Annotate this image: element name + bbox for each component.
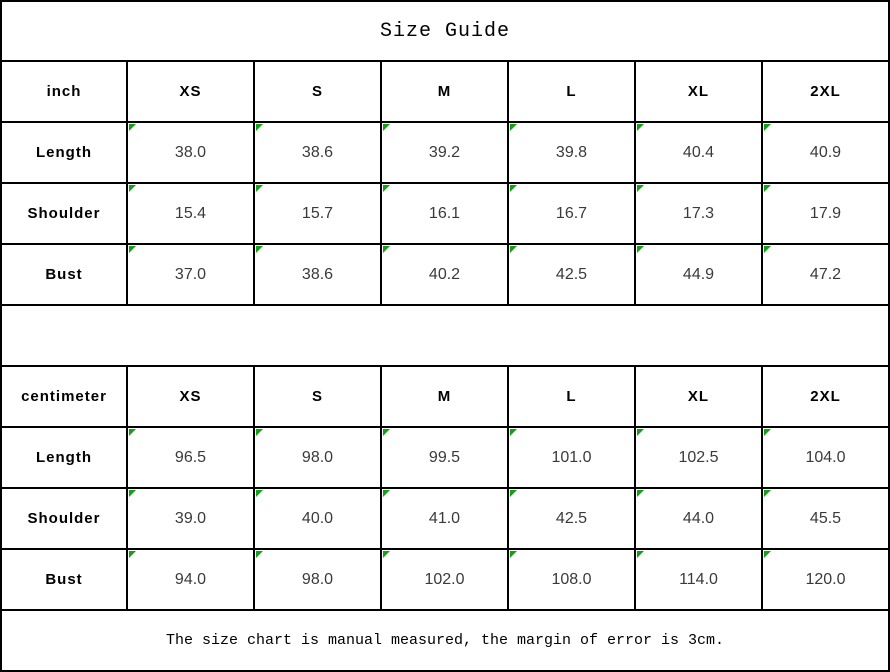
stored-as-text-triangle-icon [510,490,517,497]
size-value: 114.0 [679,570,718,588]
row-label-shoulder: Shoulder [1,183,127,244]
stored-as-text-triangle-icon [510,551,517,558]
size-value-cell [762,427,889,488]
stored-as-text-triangle-icon [637,185,644,192]
footer-note: The size chart is manual measured, the margin of error is 3cm. [1,610,889,671]
size-value: 44.9 [682,265,715,283]
size-col-header-xl: XL [635,366,762,427]
stored-as-text-triangle-icon [637,551,644,558]
unit-header-centimeter: centimeter [1,366,127,427]
size-value: 96.5 [174,448,207,466]
size-value-cell [254,488,381,549]
size-value-cell [508,549,635,610]
stored-as-text-triangle-icon [256,429,263,436]
size-value-cell [508,488,635,549]
size-value: 39.8 [555,143,588,161]
size-value-cell [254,122,381,183]
size-value: 40.9 [809,143,842,161]
unit-header-inch: inch [1,61,127,122]
size-value: 94.0 [174,570,207,588]
size-col-header-s: S [254,366,381,427]
size-value-cell [762,549,889,610]
footer-row [1,610,889,671]
size-value-cell [508,244,635,305]
size-col-header-2xl: 2XL [762,61,889,122]
size-col-header-xs: XS [127,366,254,427]
stored-as-text-triangle-icon [764,551,771,558]
inch-shoulder-row [1,183,889,244]
stored-as-text-triangle-icon [764,490,771,497]
size-value-cell [381,549,508,610]
size-value: 98.0 [301,448,334,466]
size-col-header-m: M [381,61,508,122]
stored-as-text-triangle-icon [637,490,644,497]
size-value-cell [635,244,762,305]
size-value-cell [381,122,508,183]
size-value-cell [254,427,381,488]
size-value-cell [762,488,889,549]
stored-as-text-triangle-icon [510,124,517,131]
spacer-row [1,305,889,366]
size-value: 16.1 [428,204,461,222]
stored-as-text-triangle-icon [637,124,644,131]
size-value-cell [762,183,889,244]
stored-as-text-triangle-icon [510,185,517,192]
title-row [1,1,889,61]
size-value: 15.7 [301,204,334,222]
size-value-cell [762,122,889,183]
size-value-cell [254,244,381,305]
cm-bust-row [1,549,889,610]
row-label-length: Length [1,122,127,183]
size-value: 47.2 [809,265,842,283]
stored-as-text-triangle-icon [256,551,263,558]
size-value-cell [635,488,762,549]
size-value: 39.0 [174,509,207,527]
size-value-cell [127,183,254,244]
size-value: 41.0 [428,509,461,527]
size-value-cell [635,549,762,610]
size-value: 40.2 [428,265,461,283]
size-value: 38.6 [301,143,334,161]
inch-header-row [1,61,889,122]
size-value: 42.5 [555,265,588,283]
size-value: 98.0 [301,570,334,588]
size-value-cell [254,183,381,244]
stored-as-text-triangle-icon [256,124,263,131]
size-value-cell [381,183,508,244]
size-value: 45.5 [809,509,842,527]
stored-as-text-triangle-icon [510,246,517,253]
size-value-cell [127,488,254,549]
inch-length-row [1,122,889,183]
size-col-header-2xl: 2XL [762,366,889,427]
size-value-cell [127,244,254,305]
size-value: 101.0 [551,448,592,466]
size-value: 104.0 [805,448,846,466]
size-value: 38.0 [174,143,207,161]
stored-as-text-triangle-icon [383,551,390,558]
size-value: 102.5 [678,448,719,466]
size-value: 99.5 [428,448,461,466]
stored-as-text-triangle-icon [637,246,644,253]
size-value-cell [381,427,508,488]
stored-as-text-triangle-icon [129,490,136,497]
stored-as-text-triangle-icon [383,490,390,497]
row-label-length: Length [1,427,127,488]
size-value-cell [762,244,889,305]
stored-as-text-triangle-icon [510,429,517,436]
size-value-cell [381,488,508,549]
size-value: 42.5 [555,509,588,527]
stored-as-text-triangle-icon [129,429,136,436]
size-value-cell [635,427,762,488]
stored-as-text-triangle-icon [256,246,263,253]
size-value-cell [127,427,254,488]
size-col-header-m: M [381,366,508,427]
stored-as-text-triangle-icon [637,429,644,436]
size-value: 17.9 [809,204,842,222]
stored-as-text-triangle-icon [383,124,390,131]
inch-bust-row [1,244,889,305]
stored-as-text-triangle-icon [256,490,263,497]
size-value: 37.0 [174,265,207,283]
stored-as-text-triangle-icon [383,246,390,253]
size-col-header-xs: XS [127,61,254,122]
cm-header-row [1,366,889,427]
stored-as-text-triangle-icon [764,124,771,131]
stored-as-text-triangle-icon [129,246,136,253]
size-col-header-xl: XL [635,61,762,122]
stored-as-text-triangle-icon [764,185,771,192]
stored-as-text-triangle-icon [383,429,390,436]
size-col-header-l: L [508,61,635,122]
size-value: 120.0 [805,570,846,588]
stored-as-text-triangle-icon [764,429,771,436]
size-value: 17.3 [682,204,715,222]
page-title: Size Guide [1,1,889,61]
size-value: 40.4 [682,143,715,161]
size-col-header-l: L [508,366,635,427]
row-label-bust: Bust [1,549,127,610]
row-label-shoulder: Shoulder [1,488,127,549]
size-value: 44.0 [682,509,715,527]
size-value-cell [635,122,762,183]
size-value: 40.0 [301,509,334,527]
stored-as-text-triangle-icon [129,551,136,558]
size-value: 102.0 [424,570,465,588]
size-col-header-s: S [254,61,381,122]
size-value: 38.6 [301,265,334,283]
size-value: 16.7 [555,204,588,222]
stored-as-text-triangle-icon [256,185,263,192]
size-value-cell [127,549,254,610]
stored-as-text-triangle-icon [764,246,771,253]
row-label-bust: Bust [1,244,127,305]
size-value-cell [635,183,762,244]
size-value: 15.4 [174,204,207,222]
cm-length-row [1,427,889,488]
size-value: 108.0 [551,570,592,588]
spacer-cell [1,305,889,366]
size-value: 39.2 [428,143,461,161]
stored-as-text-triangle-icon [383,185,390,192]
size-value-cell [127,122,254,183]
size-value-cell [381,244,508,305]
stored-as-text-triangle-icon [129,124,136,131]
size-value-cell [508,427,635,488]
size-value-cell [508,122,635,183]
cm-shoulder-row [1,488,889,549]
size-value-cell [508,183,635,244]
size-value-cell [254,549,381,610]
stored-as-text-triangle-icon [129,185,136,192]
